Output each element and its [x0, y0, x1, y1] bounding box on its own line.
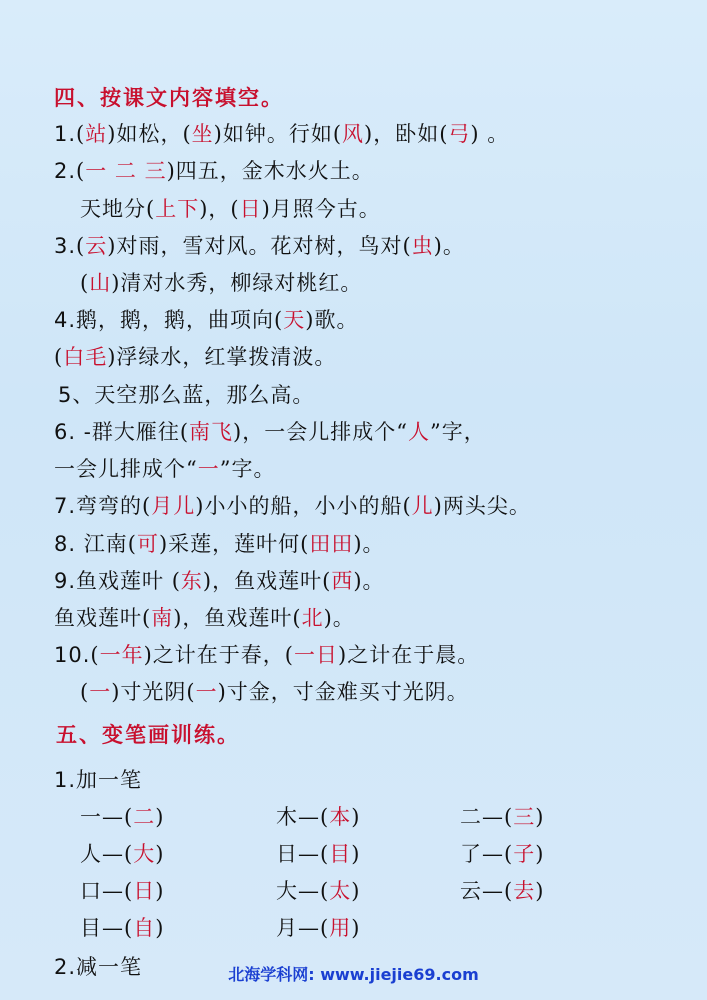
question: 云—( [460, 879, 514, 903]
fill-line-7 [54, 341, 336, 371]
fill-line-14 [54, 602, 355, 632]
text: )。 [433, 234, 465, 258]
add-stroke-item [460, 875, 544, 905]
text: )之计在于春，( [143, 643, 294, 667]
add-stroke-item [460, 801, 544, 831]
text: )，一会儿排成个“ [233, 420, 408, 444]
section-4-heading: 四、按课文内容填空。 [54, 85, 284, 110]
text: ) [351, 916, 361, 940]
answer: 一年 [99, 643, 144, 667]
question: 日—( [276, 842, 330, 866]
answer: 云 [85, 234, 108, 258]
answer: 虫 [411, 234, 434, 258]
text: ( [80, 271, 90, 295]
question: 目—( [80, 916, 134, 940]
add-stroke-item [276, 838, 360, 868]
fill-line-2 [54, 155, 374, 185]
text: ( [90, 643, 100, 667]
text: ”字， [429, 420, 486, 444]
answer: 南飞 [189, 420, 234, 444]
answer: 东 [180, 569, 203, 593]
text: )，鱼戏莲叶( [202, 569, 332, 593]
answer: 西 [331, 569, 354, 593]
question: 二—( [460, 805, 514, 829]
item-number: 6. [54, 420, 77, 444]
answer: 白毛 [63, 345, 108, 369]
text: ”字。 [219, 457, 276, 481]
add-stroke-item [276, 875, 360, 905]
question: 大—( [276, 879, 330, 903]
text: )。 [353, 569, 385, 593]
answer: 弓 [448, 122, 471, 146]
text: 1.加一笔 [54, 768, 143, 792]
answer: 南 [151, 606, 174, 630]
item-number: 7. [54, 494, 77, 518]
item-number: 1. [54, 122, 77, 146]
fill-line-13 [54, 565, 385, 595]
text: )。 [353, 532, 385, 556]
question: 了—( [460, 842, 514, 866]
text: )两头尖。 [433, 494, 531, 518]
text: )寸金，寸金难买寸光阴。 [217, 680, 469, 704]
item-number: 8. [54, 532, 77, 556]
fill-line-12 [54, 528, 385, 558]
answer: 一 [195, 680, 218, 704]
text: ) [535, 879, 545, 903]
item-number: 5、 [58, 383, 95, 407]
fill-line-4 [54, 230, 465, 260]
text: 江南( [83, 532, 137, 556]
answer: 子 [513, 842, 536, 866]
fill-line-11 [54, 490, 531, 520]
item-number: 2. [54, 159, 77, 183]
text: )歌。 [305, 308, 359, 332]
question: 一—( [80, 805, 134, 829]
answer: 儿 [411, 494, 434, 518]
text: )四五，金木水火土。 [166, 159, 374, 183]
add-stroke-item [80, 838, 164, 868]
answer: 月儿 [151, 494, 196, 518]
text: ( [76, 234, 86, 258]
answer: 上下 [155, 197, 200, 221]
question: 口—( [80, 879, 134, 903]
text: ( [80, 680, 90, 704]
text: )采莲，莲叶何( [158, 532, 310, 556]
fill-line-8 [58, 379, 314, 409]
add-stroke-item [276, 912, 360, 942]
item-number: 4. [54, 308, 77, 332]
answer: 风 [342, 122, 365, 146]
add-stroke-title [54, 764, 142, 794]
answer: 目 [329, 842, 352, 866]
answer: 日 [133, 879, 156, 903]
footer-watermark: 北海学科网: www.jiejie69.com [228, 965, 479, 984]
text: )清对水秀，柳绿对桃红。 [111, 271, 363, 295]
text: ( [76, 159, 86, 183]
fill-line-15 [54, 639, 479, 669]
answer: 人 [407, 420, 430, 444]
text: ) [155, 916, 165, 940]
answer: 一 [197, 457, 220, 481]
text: ) [351, 805, 361, 829]
fill-line-5 [80, 267, 362, 297]
text: 鱼戏莲叶 ( [76, 569, 181, 593]
text: 鱼戏莲叶( [54, 606, 152, 630]
text: ( [76, 122, 86, 146]
text: ( [54, 345, 64, 369]
text: ) [155, 805, 165, 829]
answer: 一日 [294, 643, 338, 667]
text: )浮绿水，红掌拨清波。 [107, 345, 337, 369]
text: )如松，( [107, 122, 192, 146]
text: ) [155, 879, 165, 903]
text: ) [155, 842, 165, 866]
answer: 大 [133, 842, 156, 866]
fill-line-10 [54, 453, 276, 483]
fill-line-16 [80, 676, 469, 706]
text: )之计在于晨。 [338, 643, 480, 667]
text: )如钟。行如( [213, 122, 343, 146]
answer: 一 二 三 [85, 159, 167, 183]
question: 人—( [80, 842, 134, 866]
text: ) [351, 879, 361, 903]
fill-line-9 [54, 416, 486, 446]
add-stroke-item [460, 838, 544, 868]
answer: 田田 [309, 532, 354, 556]
add-stroke-item [80, 875, 164, 905]
answer: 去 [513, 879, 536, 903]
answer: 可 [136, 532, 159, 556]
text: )对雨，雪对风。花对树，鸟对( [107, 234, 412, 258]
text: ) 。 [470, 122, 510, 146]
item-number: 3. [54, 234, 77, 258]
add-stroke-item [276, 801, 360, 831]
text: ) [535, 805, 545, 829]
answer: 自 [133, 916, 156, 940]
text: -群大雁往( [83, 420, 190, 444]
text: )寸光阴( [111, 680, 196, 704]
answer: 太 [329, 879, 352, 903]
text: ) [351, 842, 361, 866]
question: 木—( [276, 805, 330, 829]
item-number: 9. [54, 569, 77, 593]
text: 天空那么蓝，那么高。 [94, 383, 315, 407]
text: 一会儿排成个“ [54, 457, 198, 481]
question: 月—( [276, 916, 330, 940]
text: )小小的船，小小的船( [195, 494, 412, 518]
text: )月照今古。 [261, 197, 381, 221]
text: 弯弯的( [76, 494, 152, 518]
text: )，( [199, 197, 240, 221]
text: 2.减一笔 [54, 955, 143, 979]
answer: 三 [513, 805, 536, 829]
answer: 站 [85, 122, 108, 146]
answer: 二 [133, 805, 156, 829]
fill-line-1 [54, 118, 509, 148]
item-number: 10. [54, 643, 91, 667]
fill-line-3 [80, 193, 381, 223]
fill-line-6 [54, 304, 358, 334]
text: ) [535, 842, 545, 866]
add-stroke-item [80, 912, 164, 942]
add-stroke-item [80, 801, 164, 831]
answer: 本 [329, 805, 352, 829]
text: 天地分( [80, 197, 156, 221]
answer: 日 [239, 197, 262, 221]
text: )。 [323, 606, 355, 630]
answer: 天 [283, 308, 306, 332]
answer: 坐 [191, 122, 214, 146]
answer: 山 [89, 271, 112, 295]
answer: 北 [301, 606, 324, 630]
section-5-heading: 五、变笔画训练。 [56, 722, 240, 747]
answer: 用 [329, 916, 352, 940]
answer: 一 [89, 680, 112, 704]
text: )，鱼戏莲叶( [173, 606, 302, 630]
text: )，卧如( [364, 122, 449, 146]
text: 鹅，鹅，鹅，曲项向( [76, 308, 284, 332]
